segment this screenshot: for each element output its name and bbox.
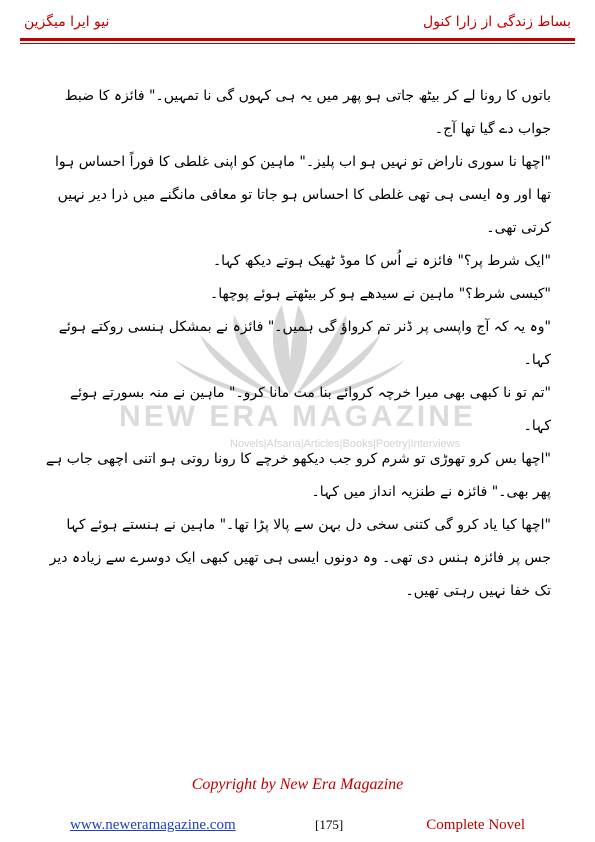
- paragraph: "ایک شرط پر؟" فائزہ نے اُس کا موڈ ٹھیک ہوتے دیکھ کہا۔: [212, 253, 551, 269]
- header-rule-thick: [20, 38, 575, 41]
- story-title: بساط زندگی از زارا کنول: [423, 14, 571, 30]
- copyright-notice: Copyright by New Era Magazine: [191, 776, 404, 793]
- paragraph: باتوں کا رونا لے کر بیٹھ جاتی ہو پھر میں یہ ہی کہوں گی نا تمہیں۔" فائزہ کا ضبط جواب دے گیا تھا آج۔: [64, 88, 551, 137]
- paragraph: "کیسی شرط؟" ماہین نے سیدھے ہو کر بیٹھتے ہوئے پوچھا۔: [210, 286, 551, 302]
- publication-type: Complete Novel: [426, 817, 525, 833]
- page-footer: [70, 817, 525, 839]
- page-header: [24, 14, 571, 36]
- page-number: [175]: [315, 817, 344, 832]
- paragraph: "اچھا بس کرو تھوڑی تو شرم کرو جب دیکھو خرچے کا رونا روتی ہو اتنی اچھی جاب ہے پھر بھی۔" فائزہ نے طنزیہ انداز میں کہا۔: [45, 451, 551, 500]
- paragraph: "اچھا کیا یاد کرو گی کتنی سخی دل بہن سے پالا پڑا تھا۔" ماہین نے ہنستے ہوئے کہا جس پر فائزہ ہنس دی تھی۔ وہ دونوں ایسی ہی تھیں کبھی ایک دوسرے سے زیادہ دیر تک خفا نہیں رہتی تھیں۔: [49, 517, 551, 599]
- paragraph: "تم تو نا کبھی بھی میرا خرچہ کروائے بنا مت مانا کرو۔" ماہین نے منہ بسورتے ہوئے کہا۔: [69, 385, 551, 434]
- story-body: [44, 80, 551, 608]
- website-link[interactable]: www.neweramagazine.com: [70, 817, 236, 833]
- magazine-name: نیو ایرا میگزین: [24, 14, 110, 30]
- header-rule-thin: [20, 43, 575, 44]
- paragraph: "اچھا نا سوری ناراض تو نہیں ہو اب پلیز۔" ماہین کو اپنی غلطی کا فوراً احساس ہوا تھا اور وہ ایسی ہی تھی غلطی کا احساس ہو جاتا تو معافی مانگنے میں ذرا دیر نہیں کرتی تھی۔: [55, 154, 551, 236]
- watermark-tagline: Novels|Afsana|Articles|Books|Poetry|Interviews: [230, 438, 461, 450]
- watermark-brand: NEW ERA MAGAZINE: [119, 400, 476, 433]
- paragraph: "وہ یہ کہ آج واپسی پر ڈنر تم کرواؤ گی ہمیں۔" فائزہ نے بمشکل ہنسی روکتے ہوئے کہا۔: [58, 319, 551, 368]
